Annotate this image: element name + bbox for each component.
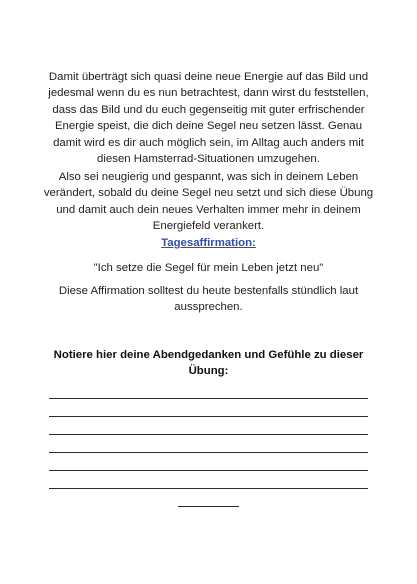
writing-line-3[interactable] <box>49 434 368 435</box>
affirmation-quote: "Ich setze die Segel für mein Leben jetzt neu" <box>93 262 324 274</box>
writing-line-short[interactable] <box>178 506 239 507</box>
writing-line-1[interactable] <box>49 398 368 399</box>
writing-line-6[interactable] <box>49 488 368 489</box>
writing-line-5[interactable] <box>49 470 368 471</box>
intro-paragraph: Damit überträgt sich quasi deine neue Energie auf das Bild und jedesmal wenn du es nun betrachtest, dann wirst du feststellen, dass das Bild und du euch gegenseitig mit guter erfrischender Energie speist, die dich deine Segel neu setzen lässt. Genau damit wird es dir auch möglich sein, im Alltag auch anders mit diesen Hamsterrad-Situationen umzugehen. <box>48 71 369 166</box>
notes-title: Notiere hier deine Abendgedanken und Gefühle zu dieser Übung: <box>53 349 364 378</box>
affirmation-instruction: Diese Affirmation solltest du heute bestenfalls stündlich laut aussprechen. <box>58 285 359 314</box>
curiosity-paragraph: Also sei neugierig und gespannt, was sich in deinem Leben verändert, sobald du deine Segel neu setzt und sich diese Übung und damit auch dein neues Verhalten immer mehr in deinem Energiefeld verankert. <box>43 171 374 233</box>
writing-line-2[interactable] <box>49 416 368 417</box>
writing-line-4[interactable] <box>49 452 368 453</box>
affirmation-heading[interactable]: Tagesaffirmation: <box>161 237 256 249</box>
